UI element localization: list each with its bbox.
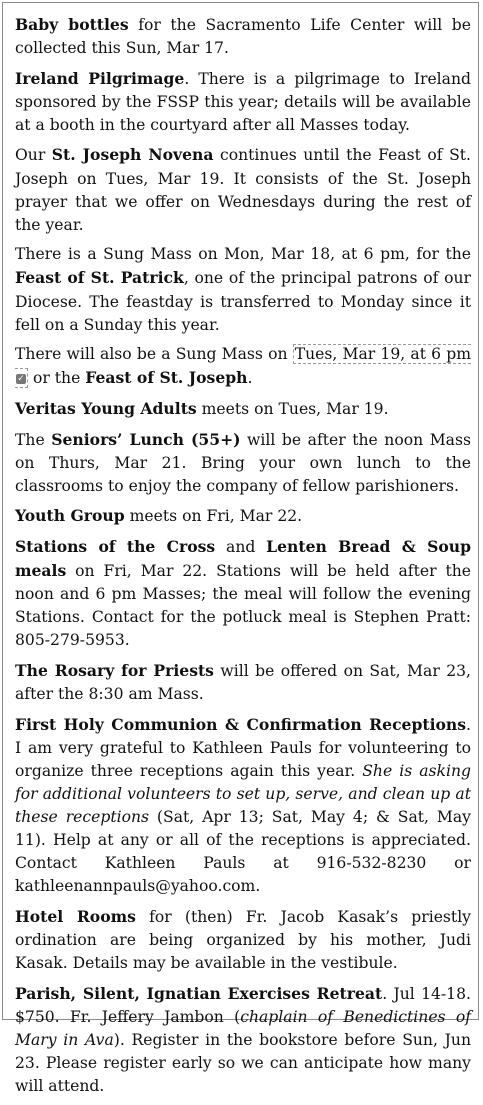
announcement-heading: Stations of the Cross	[15, 536, 216, 556]
announcement-heading: Feast of St. Patrick	[15, 268, 184, 288]
announcement-baby-bottles	[15, 13, 471, 60]
announcement-rosary	[15, 659, 471, 706]
selected-text[interactable]: Tues, Mar 19, at 6 pm✓	[15, 344, 471, 388]
announcement-text: meets on Fri, Mar 22.	[124, 507, 303, 526]
announcement-st-patrick	[15, 243, 471, 336]
announcement-heading: First Holy Communion & Confirmation Receptions	[15, 714, 467, 734]
announcement-heading: St. Joseph Novena	[51, 145, 214, 165]
announcement-text: will be after the noon Mass on Thurs, Mar 21. Bring your own lunch to the classrooms to enjoy the company of fellow parishioners.	[15, 430, 471, 495]
announcement-seniors	[15, 428, 471, 498]
announcement-text: chaplain of Benedictines of Mary in Ava	[15, 1007, 472, 1049]
announcement-text: continues until the Feast of St. Joseph on Tues, Mar 19. It consists of the St. Joseph prayer that we offer on Wednesdays during the rest of the year.	[15, 146, 471, 234]
announcement-text: . Jul 14-18. $750. Fr. Jeffery Jambon (	[15, 984, 471, 1026]
announcement-text: on Fri, Mar 22. Stations will be held after the noon and 6 pm Masses; the meal will follow the evening Stations. Contact for the potluck meal is Stephen Pratt: 805-279-5953.	[15, 561, 471, 650]
announcement-text: (Sat, Apr 13; Sat, May 4; & Sat, May 11). Help at any or all of the receptions is appreciated. Contact Kathleen Pauls at 916-532-8230 or kathleenannpauls@yahoo.com.	[15, 807, 471, 896]
announcement-youth	[15, 504, 471, 528]
announcement-heading: Feast of St. Joseph	[85, 368, 248, 388]
announcement-heading: Seniors’ Lunch (55+)	[51, 429, 241, 449]
announcement-heading: Baby bottles	[15, 15, 129, 34]
announcement-text: The	[15, 430, 52, 449]
announcement-veritas	[15, 397, 471, 421]
announcement-text: meets on Tues, Mar 19.	[196, 399, 389, 418]
announcement-ireland	[15, 67, 471, 137]
announcement-text: or the	[28, 369, 86, 388]
announcement-text: and	[215, 537, 267, 556]
announcements-list	[15, 13, 471, 1105]
announcement-text: ). Register in the bookstore before Sun, Jun 23. Please register early so we can anticipate how many will attend.	[15, 1030, 471, 1095]
announcement-stations	[15, 535, 471, 652]
announcement-text: There will also be a Sung Mass on	[15, 345, 293, 364]
announcement-text: will be offered on Sat, Mar 23, after the 8:30 am Mass.	[15, 661, 472, 703]
announcement-text: for the Sacramento Life Center will be collected this Sun, Mar 17.	[15, 16, 472, 58]
announcement-heading: Hotel Rooms	[15, 906, 136, 926]
announcement-heading: Lenten Bread & Soup meals	[15, 536, 472, 580]
announcement-novena	[15, 143, 471, 236]
announcement-heading: The Rosary for Priests	[15, 660, 214, 680]
announcement-heading: Veritas Young Adults	[15, 398, 197, 418]
announcement-text: .	[247, 369, 253, 388]
announcement-heading: Youth Group	[15, 506, 125, 526]
announcement-text: for (then) Fr. Jacob Kasak’s priestly ordination are being organized by his mother, Judi Kasak. Details may be available in the vestibule.	[15, 907, 471, 972]
checkmark-icon[interactable]: ✓	[17, 374, 25, 385]
announcement-hotel	[15, 905, 471, 975]
bulletin-page	[2, 2, 479, 1095]
announcement-text: . I am very grateful to Kathleen Pauls for volunteering to organize three receptions again this year.	[15, 715, 471, 780]
announcement-text: Our	[15, 146, 52, 165]
announcement-text: There is a Sung Mass on Mon, Mar 18, at 6 pm, for the	[15, 245, 471, 264]
announcement-heading: Parish, Silent, Ignatian Exercises Retreat	[15, 983, 383, 1003]
announcement-text: . There is a pilgrimage to Ireland sponsored by the FSSP this year; details will be available at a booth in the courtyard after all Masses today.	[15, 69, 471, 134]
announcement-text: She is asking for additional volunteers to set up, serve, and clean up at these receptions	[15, 761, 471, 826]
announcement-st-joseph-mass	[15, 343, 471, 390]
announcement-heading: Ireland Pilgrimage	[15, 68, 185, 88]
announcement-retreat	[15, 982, 471, 1098]
announcement-text: , one of the principal patrons of our Diocese. The feastday is transferred to Monday since it fell on a Sunday this year.	[15, 269, 471, 334]
announcement-communion	[15, 713, 471, 899]
